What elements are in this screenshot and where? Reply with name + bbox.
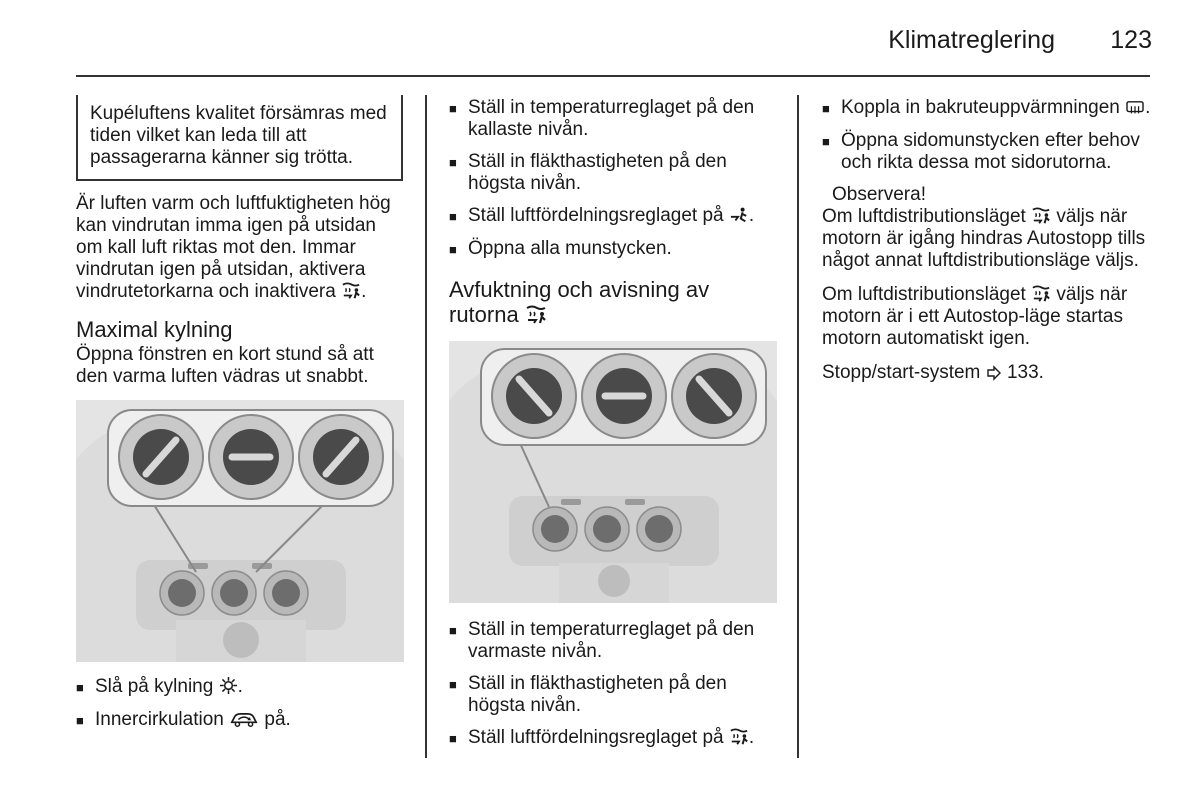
list-item [449, 205, 779, 228]
list-item [449, 727, 779, 750]
bullet-mark: ■ [449, 242, 457, 257]
warning-text: Kupéluftens kvalitet försämras med tiden vilket kan leda till att passagerarna känner sig trötta. [90, 103, 387, 168]
floor-vent-icon [729, 206, 749, 224]
windscreen-defrost-icon [1031, 207, 1051, 225]
windscreen-defrost-icon [1031, 285, 1051, 303]
bullet-mark: ■ [76, 713, 84, 728]
warning-box [76, 95, 403, 181]
note-paragraph [822, 284, 1154, 350]
bullet-mark: ■ [449, 677, 457, 692]
list-item-text: Koppla in bakruteuppvärmningen [841, 97, 1120, 118]
cross-reference-text[interactable]: Stopp/start-system [822, 362, 981, 383]
list-item-text: Ställ luftfördelningsreglaget på [468, 205, 724, 226]
climate-panel-illustration [76, 400, 404, 662]
list-item-text: Ställ luftfördelningsreglaget på [468, 727, 724, 748]
list-item [449, 238, 779, 261]
list-item [822, 97, 1154, 120]
column-2 [449, 97, 779, 760]
bullet-mark: ■ [449, 209, 457, 224]
punctuation: . [1038, 362, 1044, 383]
section-heading-text: Avfuktning och avisning av rutorna [449, 277, 710, 327]
note-label: Observera! [832, 184, 926, 205]
list-item [76, 709, 406, 732]
cross-reference-page[interactable]: 133 [1006, 362, 1039, 383]
list-item [449, 673, 779, 717]
punctuation: . [361, 281, 367, 302]
cross-reference-arrow-icon [986, 365, 1002, 381]
list-item [449, 97, 779, 141]
note-text: väljs när motorn är igång hindras Autostopp tills något annat luftdistributionsläge väljs. [822, 206, 1146, 271]
punctuation: . [237, 676, 243, 697]
list-item-text: Öppna sidomunstycken efter behov och rikta dessa mot sidorutorna. [841, 130, 1140, 173]
list-item-text-end: på. [264, 709, 291, 730]
list-item-text: Ställ in temperaturreglaget på den varmaste nivån. [468, 619, 755, 662]
ac-snowflake-icon [219, 676, 238, 695]
list-item-text: Öppna alla munstycken. [468, 238, 672, 259]
recirculation-car-icon [229, 711, 259, 728]
list-item-text: Innercirkulation [95, 709, 224, 730]
bullet-mark: ■ [822, 134, 830, 149]
column-3 [822, 97, 1154, 396]
bullet-mark: ■ [449, 155, 457, 170]
column-divider [425, 95, 427, 758]
paragraph: Öppna fönstren en kort stund så att den varma luften vädras ut snabbt. [76, 344, 374, 387]
punctuation: . [1145, 97, 1151, 118]
list-item [76, 676, 406, 699]
note-text: Om luftdistributionsläget [822, 206, 1026, 227]
section-heading: Maximal kylning [76, 317, 233, 342]
column-divider [797, 95, 799, 758]
windscreen-defrost-icon [729, 728, 749, 746]
list-item-text: Ställ in temperaturreglaget på den kallaste nivån. [468, 97, 755, 140]
windscreen-defrost-icon [525, 305, 547, 325]
bullet-mark: ■ [76, 680, 84, 695]
list-item-text: Ställ in fläkthastigheten på den högsta nivån. [468, 151, 727, 194]
list-item-text: Ställ in fläkthastigheten på den högsta nivån. [468, 673, 727, 716]
bullet-mark: ■ [822, 101, 830, 116]
climate-panel-figure [76, 400, 404, 662]
punctuation: . [748, 727, 755, 748]
note-text: Om luftdistributionsläget [822, 284, 1026, 305]
note-paragraph [822, 206, 1154, 272]
bullet-mark: ■ [449, 731, 457, 746]
bullet-mark: ■ [449, 101, 457, 116]
climate-panel-figure [449, 341, 777, 603]
list-item [449, 619, 779, 663]
list-item-text: Slå på kylning [95, 676, 214, 697]
note-text: väljs när motorn är i ett Autostop-läge startas motorn automatiskt igen. [822, 284, 1128, 349]
punctuation: . [748, 205, 755, 226]
rear-window-heater-icon [1125, 100, 1145, 116]
paragraph [76, 193, 406, 303]
paragraph-text: Är luften varm och luftfuktigheten hög kan vindrutan imma igen på utsidan om kall luft riktas mot den. Immar vindrutan igen på utsidan, aktivera vindrutetorkarna och inaktivera [76, 193, 391, 302]
bullet-mark: ■ [449, 623, 457, 638]
windscreen-defrost-icon [341, 282, 361, 300]
list-item [822, 130, 1154, 174]
page-number: 123 [1110, 26, 1152, 54]
climate-panel-illustration [449, 341, 777, 603]
header-rule [76, 75, 1150, 77]
section-heading [449, 277, 779, 327]
list-item [449, 151, 779, 195]
column-1 [76, 95, 406, 742]
cross-reference[interactable] [822, 362, 1154, 384]
page-title: Klimatreglering [888, 26, 1055, 54]
